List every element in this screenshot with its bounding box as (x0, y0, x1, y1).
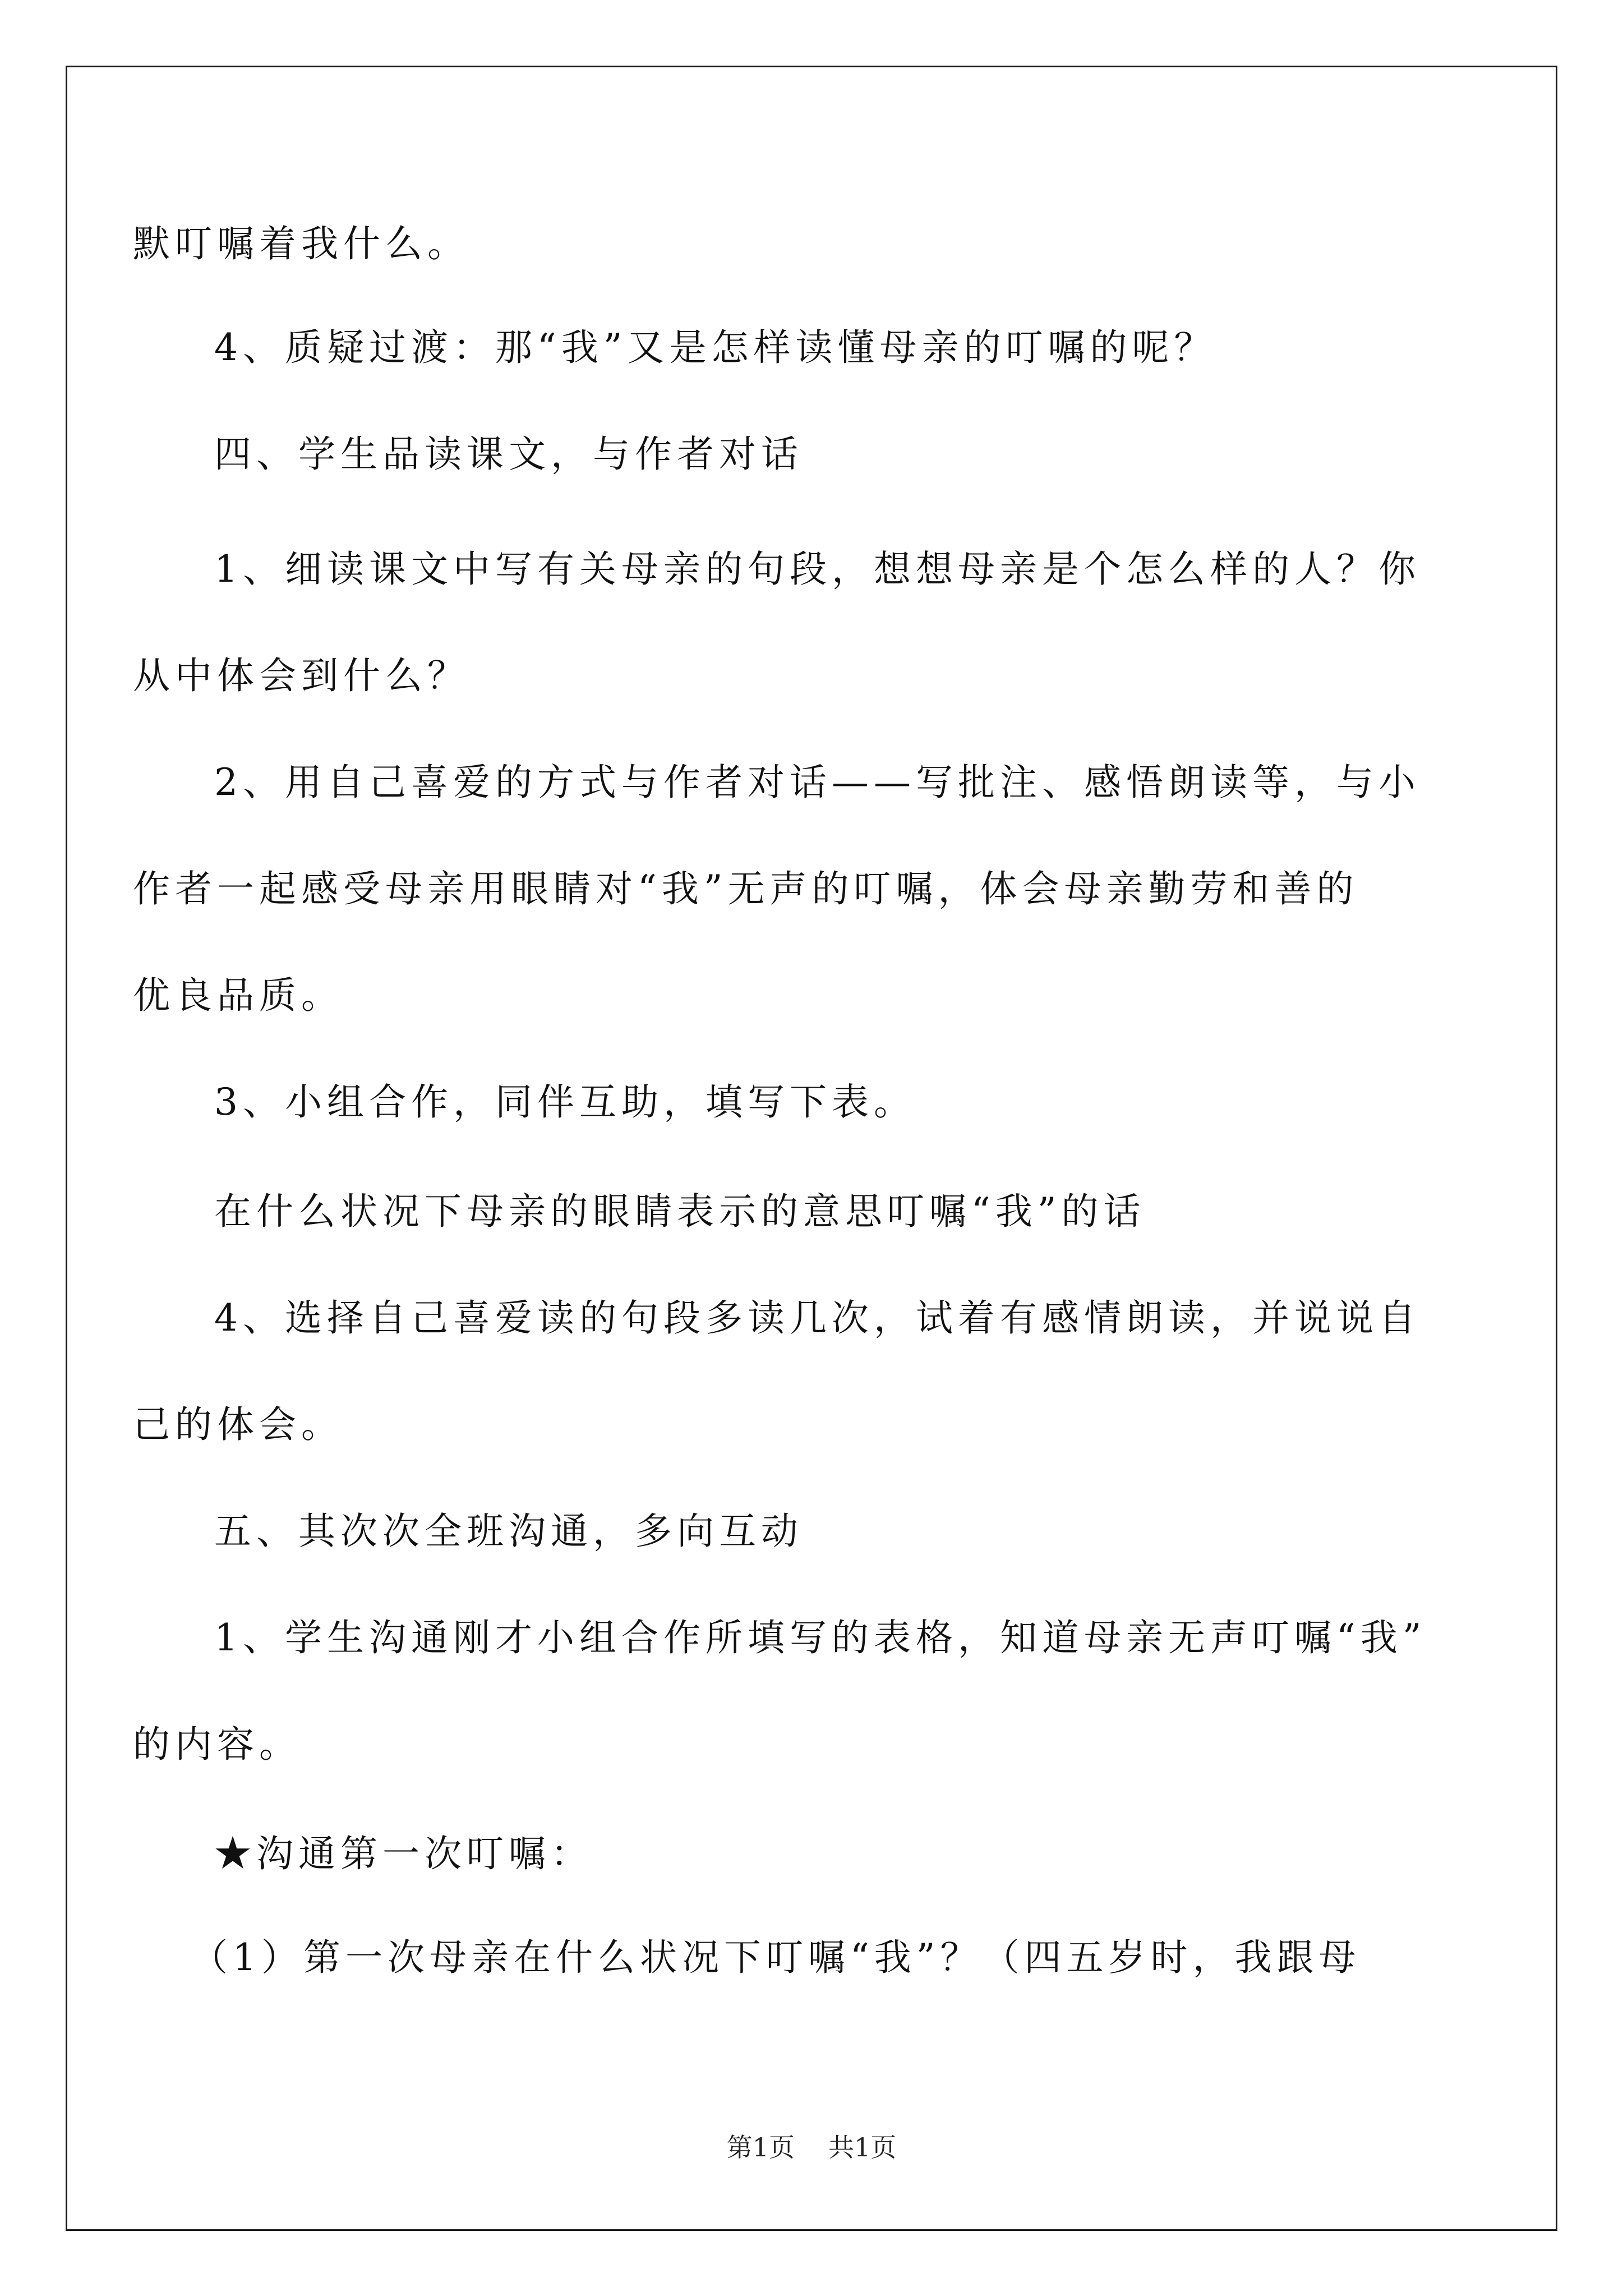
text-line: 从中体会到什么？ (133, 654, 469, 697)
text-line: 2、用自己喜爱的方式与作者对话——写批注、感悟朗读等，与小 (214, 761, 1421, 804)
page-total: 共1页 (828, 2132, 897, 2162)
page-number: 第1页 (726, 2132, 795, 2162)
text-line: 默叮嘱着我什么。 (133, 222, 469, 265)
text-line: ★沟通第一次叮嘱： (214, 1832, 593, 1875)
section-heading: 五、其次次全班沟通，多向互动 (214, 1510, 803, 1553)
text-line: 作者一起感受母亲用眼睛对“我”无声的叮嘱，体会母亲勤劳和善的 (133, 867, 1359, 910)
page-footer (0, 2132, 1623, 2163)
text-line: 的内容。 (133, 1723, 301, 1766)
text-line: 优良品质。 (133, 974, 343, 1017)
text-line: 1、细读课文中写有关母亲的句段，想想母亲是个怎么样的人？你 (214, 547, 1421, 591)
text-line: （1）第一次母亲在什么状况下叮嘱“我”？（四五岁时，我跟母 (191, 1936, 1361, 1979)
text-line: 3、小组合作，同伴互助，填写下表。 (214, 1080, 916, 1124)
text-line: 在什么状况下母亲的眼睛表示的意思叮嘱“我”的话 (214, 1190, 1146, 1233)
section-heading: 四、学生品读课文，与作者对话 (214, 432, 803, 476)
text-line: 1、学生沟通刚才小组合作所填写的表格，知道母亲无声叮嘱“我” (214, 1616, 1427, 1659)
text-line: 4、质疑过渡：那“我”又是怎样读懂母亲的叮嘱的呢？ (214, 326, 1216, 369)
text-line: 4、选择自己喜爱读的句段多读几次，试着有感情朗读，并说说自 (214, 1296, 1421, 1340)
text-line: 己的体会。 (133, 1403, 343, 1446)
